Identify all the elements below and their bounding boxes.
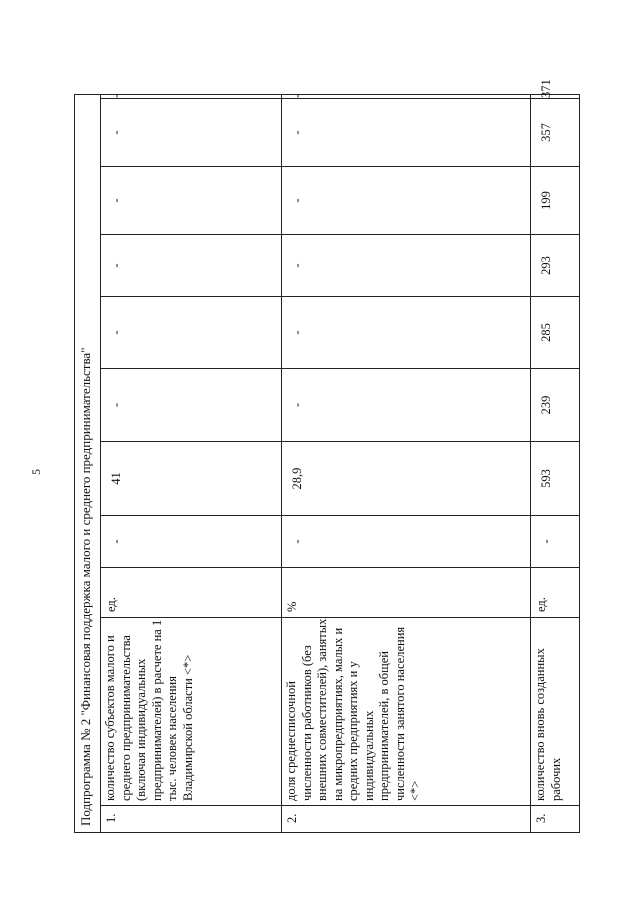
value-cell: - bbox=[282, 297, 531, 369]
value-cell: 357 bbox=[531, 99, 580, 167]
indicator-table bbox=[74, 79, 580, 833]
value-cell: 293 bbox=[531, 235, 580, 297]
value-cell: - bbox=[101, 235, 282, 297]
row-number: 3. bbox=[531, 806, 580, 833]
value-cell: 41 bbox=[101, 442, 282, 516]
unit-cell: % bbox=[282, 568, 531, 618]
value-cell: - bbox=[101, 94, 282, 98]
page-number: 5 bbox=[29, 469, 43, 475]
value-cell: - bbox=[282, 94, 531, 98]
indicator-name: количество субъектов малого и среднего предпринимательства (включая индивидуальных предпринимателей) в расчете на 1 тыс. человек населения Владимирской области <*> bbox=[101, 618, 282, 806]
value-cell: - bbox=[282, 99, 531, 167]
indicator-table-rotated bbox=[74, 79, 575, 833]
table-row bbox=[531, 94, 580, 832]
table-row bbox=[101, 94, 282, 832]
unit-cell: ед. bbox=[101, 568, 282, 618]
value-cell: 285 bbox=[531, 297, 580, 369]
value-cell: 199 bbox=[531, 167, 580, 235]
unit-cell: ед. bbox=[531, 568, 580, 618]
value-cell: - bbox=[101, 297, 282, 369]
indicator-name: доля среднесписочной численности работников (без внешних совместителей), занятых на микропредприятиях, малых и средних предприятиях и у индивидуальных предпринимателей, в общей численности занятого населения <*> bbox=[282, 618, 531, 806]
value-cell: - bbox=[282, 167, 531, 235]
value-cell: - bbox=[282, 516, 531, 568]
indicator-name: количество вновь созданных рабочих bbox=[531, 618, 580, 806]
value-cell: - bbox=[282, 369, 531, 442]
value-cell: 239 bbox=[531, 369, 580, 442]
value-cell: - bbox=[101, 167, 282, 235]
row-number: 2. bbox=[282, 806, 531, 833]
value-cell: 593 bbox=[531, 442, 580, 516]
value-cell: - bbox=[101, 516, 282, 568]
value-cell: - bbox=[282, 235, 531, 297]
value-cell: - bbox=[101, 369, 282, 442]
value-cell: - bbox=[101, 99, 282, 167]
row-number: 1. bbox=[101, 806, 282, 833]
value-cell: - bbox=[531, 516, 580, 568]
value-cell: 28,9 bbox=[282, 442, 531, 516]
subprogram-title: Подпрограмма № 2 "Финансовая поддержка малого и среднего предпринимательства" bbox=[75, 94, 101, 832]
table-row bbox=[282, 94, 531, 832]
value-cell: 371 bbox=[531, 94, 580, 98]
